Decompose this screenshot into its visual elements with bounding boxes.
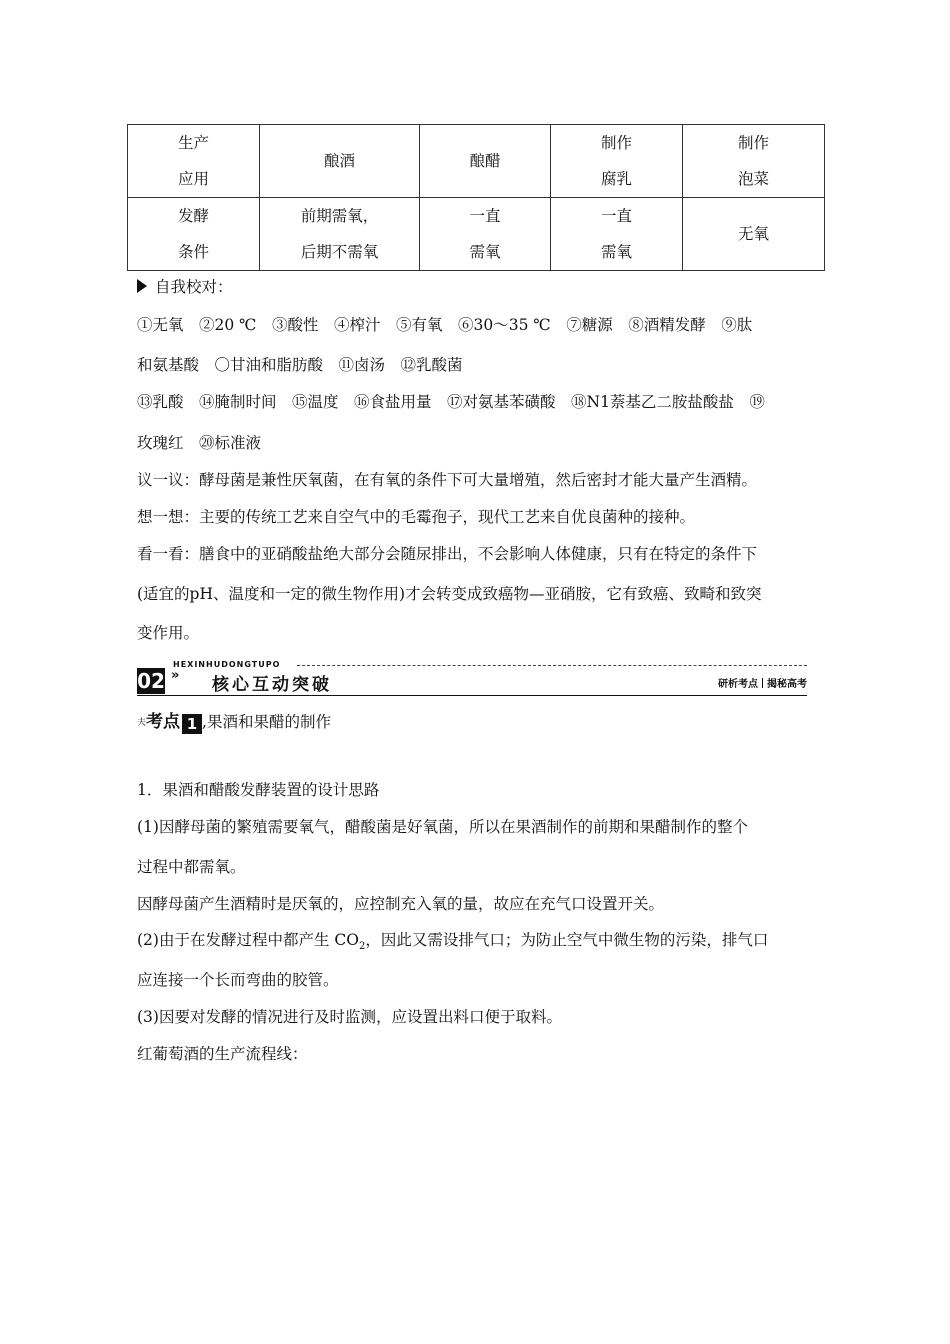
banner-tagline: 研析考点 揭秘高考 [718, 679, 807, 690]
answer-line: ①无氧 ②20 ℃ ③酸性 ④榨汁 ⑤有氧 ⑥30～35 ℃ ⑦糖源 ⑧酒精发酵 ⑨肽 [137, 316, 753, 334]
discuss-paragraph: 议一议：酵母菌是兼性厌氧菌，在有氧的条件下可大量增殖，然后密封才能大量产生酒精。 [137, 471, 758, 489]
table-cell: 无氧 [683, 198, 825, 271]
table-row [128, 125, 825, 198]
look-paragraph: (适宜的pH、温度和一定的微生物作用)才会转变成致癌物—亚硝胺，它有致癌、致畸和致突 [137, 585, 762, 603]
kaodian-heading: 夫考点 1 ,果酒和果醋的制作 [137, 712, 331, 733]
table-row [128, 198, 825, 271]
table-cell: 制作 泡菜 [683, 125, 825, 198]
think-paragraph: 想一想：主要的传统工艺来自空气中的毛霉孢子，现代工艺来自优良菌种的接种。 [137, 508, 696, 526]
separator [762, 678, 763, 688]
look-paragraph: 看一看：膳食中的亚硝酸盐绝大部分会随尿排出，不会影响人体健康，只有在特定的条件下 [137, 545, 758, 563]
table-cell: 酿醋 [420, 125, 551, 198]
banner-pinyin: HEXINHUDONGTUPO [173, 660, 281, 669]
body-paragraph: 1．果酒和醋酸发酵装置的设计思路 [137, 781, 380, 799]
table-cell: 发酵 条件 [128, 198, 260, 271]
section-title: 核心互动突破 [212, 675, 332, 695]
double-chevron-icon: » [171, 668, 180, 683]
table-cell: 前期需氧， 后期不需氧 [260, 198, 420, 271]
self-check-heading: 自我校对： [137, 275, 233, 297]
answer-line: ⑬乳酸 ⑭腌制时间 ⑮温度 ⑯食盐用量 ⑰对氨基苯磺酸 ⑱N1萘基乙二胺盐酸盐 ⑲ [137, 393, 765, 411]
triangle-marker-icon [137, 279, 147, 293]
banner-dashed-rule [297, 665, 807, 666]
body-paragraph: 红葡萄酒的生产流程线： [137, 1045, 308, 1063]
answer-line: 和氨基酸 〇甘油和脂肪酸 ⑪卤汤 ⑫乳酸菌 [137, 356, 463, 374]
table-cell: 酿酒 [260, 125, 420, 198]
kaodian-number: 1 [182, 714, 202, 734]
table-cell: 生产 应用 [128, 125, 260, 198]
section-banner [137, 660, 807, 698]
body-paragraph: 应连接一个长而弯曲的胶管。 [137, 971, 339, 989]
table-cell: 一直 需氧 [551, 198, 683, 271]
body-paragraph: (3)因要对发酵的情况进行及时监测，应设置出料口便于取料。 [137, 1008, 562, 1026]
banner-rule [137, 695, 807, 696]
body-paragraph: (1)因酵母菌的繁殖需要氧气，醋酸菌是好氧菌，所以在果酒制作的前期和果醋制作的整个 [137, 818, 748, 836]
section-number: 02 [137, 669, 165, 693]
look-paragraph: 变作用。 [137, 624, 200, 642]
body-paragraph: 因酵母菌产生酒精时是厌氧的，应控制充入氧的量，故应在充气口设置开关。 [137, 895, 665, 913]
fermentation-table [127, 124, 825, 271]
table-cell: 一直 需氧 [420, 198, 551, 271]
answer-line: 玫瑰红 ⑳标准液 [137, 434, 262, 452]
table-cell: 制作 腐乳 [551, 125, 683, 198]
body-paragraph: (2)由于在发酵过程中都产生 $CO_2$，因此又需设排气口；为防止空气中微生物的污染，排气口 [137, 931, 769, 953]
body-paragraph: 过程中都需氧。 [137, 858, 246, 876]
